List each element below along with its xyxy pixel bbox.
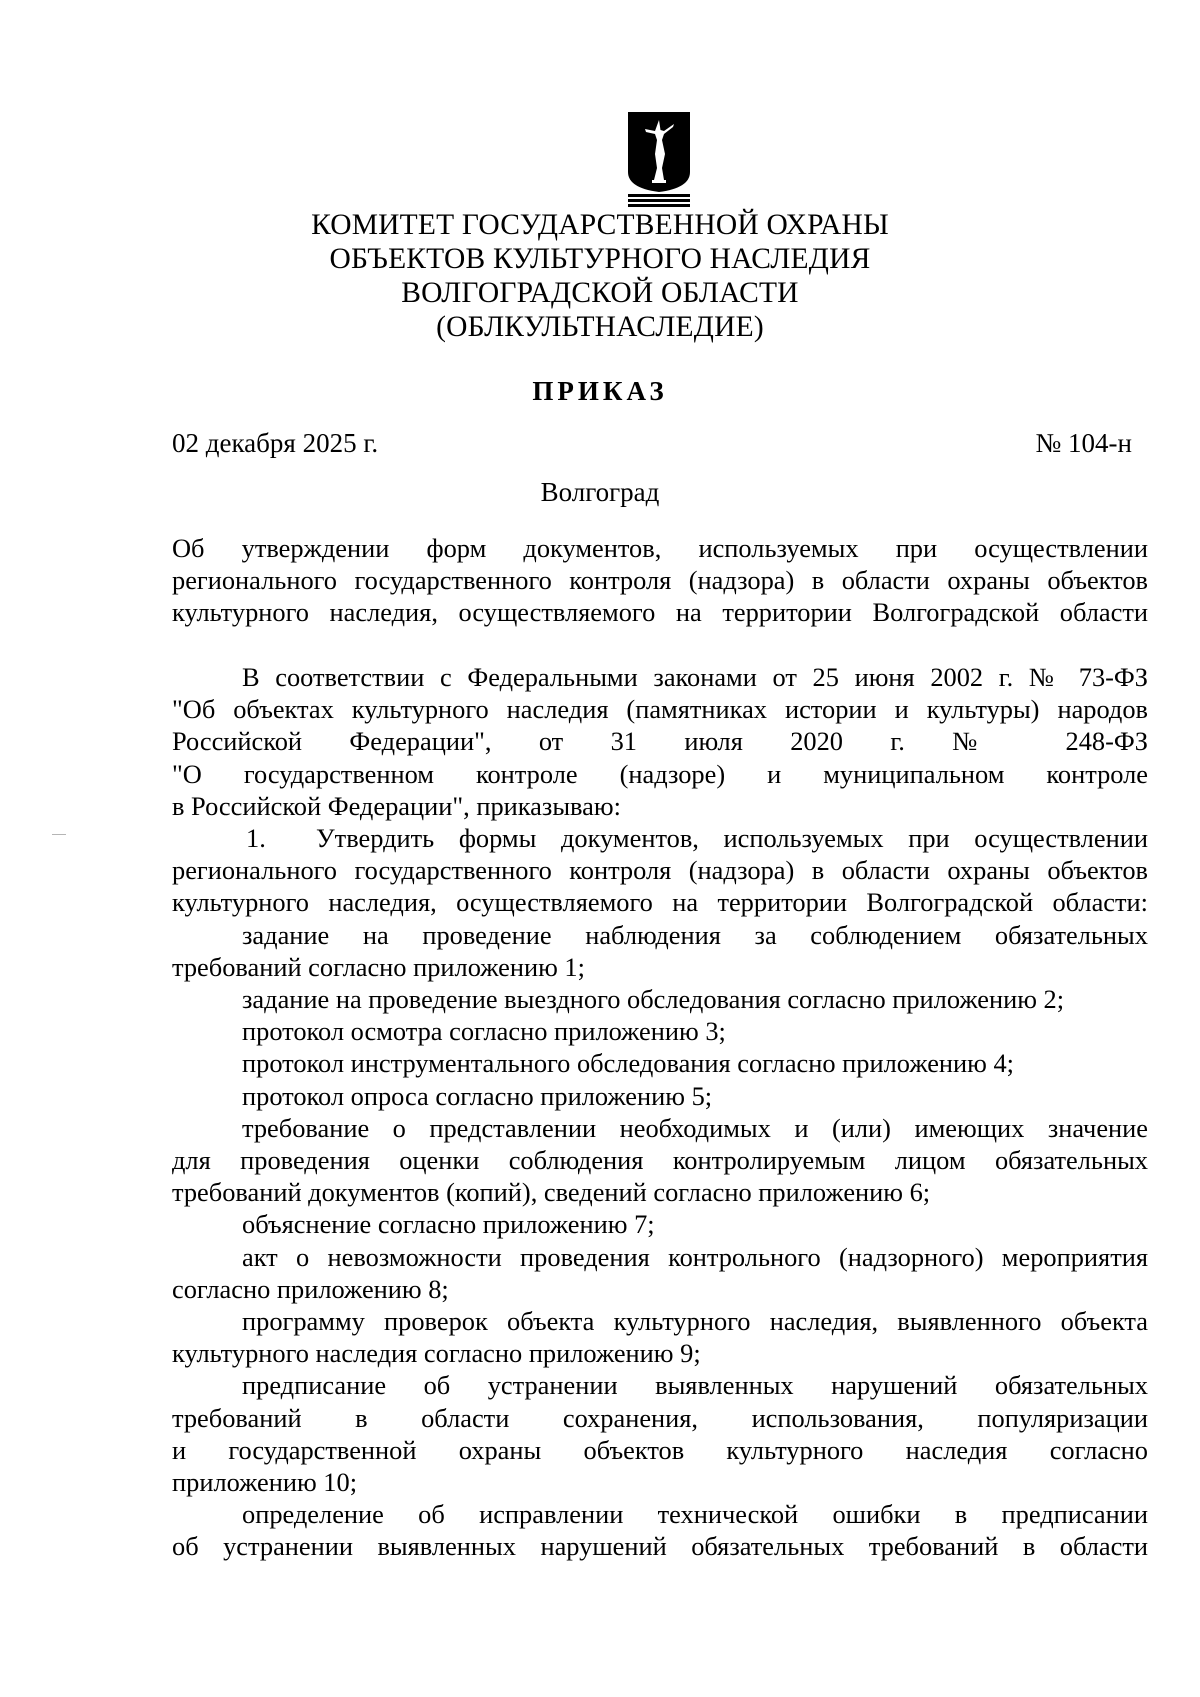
subject-line-2: регионального государственного контроля (надзора) в области охраны объектов	[172, 565, 1148, 596]
order-body	[172, 661, 1148, 1563]
preamble-line-4: "О государственном контроле (надзоре) и муниципальном контроле	[172, 758, 1148, 789]
item-1-number: 1.	[246, 823, 266, 854]
form-8-line-1: акт о невозможности проведения контрольного (надзорного) мероприятия	[242, 1241, 1148, 1272]
form-10-line-4: приложению 10;	[172, 1467, 358, 1498]
form-2: задание на проведение выездного обследования согласно приложению 2;	[242, 984, 1065, 1015]
form-3: протокол осмотра согласно приложению 3;	[242, 1016, 726, 1047]
volgograd-coat-of-arms-emblem	[626, 110, 692, 208]
subject-line-1: Об утверждении форм документов, используемых при осуществлении	[172, 533, 1148, 563]
form-6-line-2: для проведения оценки соблюдения контролируемым лицом обязательных	[172, 1145, 1148, 1176]
issuer-line-2: ОБЪЕКТОВ КУЛЬТУРНОГО НАСЛЕДИЯ	[329, 243, 871, 275]
preamble-line-2: "Об объектах культурного наследия (памятниках истории и культуры) народов	[172, 694, 1148, 725]
subject-line-3: культурного наследия, осуществляемого на территории Волгоградской области	[172, 597, 1148, 628]
date-number-row	[172, 428, 1132, 459]
item-1-line-1: Утвердить формы документов, используемых при осуществлении	[316, 823, 1148, 854]
form-6-line-1: требование о представлении необходимых и (или) имеющих значение	[242, 1112, 1148, 1143]
scan-margin-mark	[52, 834, 66, 835]
issuer-line-1: КОМИТЕТ ГОСУДАРСТВЕННОЙ ОХРАНЫ	[311, 209, 889, 241]
preamble-line-3: Российской Федерации", от 31 июля 2020 г. № 248-ФЗ	[172, 726, 1148, 757]
form-11-line-1: определение об исправлении технической ошибки в предписании	[242, 1499, 1148, 1530]
form-9-line-2: культурного наследия согласно приложению 9;	[172, 1338, 701, 1369]
form-7: объяснение согласно приложению 7;	[242, 1209, 655, 1240]
order-date: 02 декабря 2025 г.	[172, 428, 379, 458]
order-city: Волгоград	[540, 477, 660, 507]
form-8-line-2: согласно приложению 8;	[172, 1273, 449, 1304]
item-1-heading	[172, 822, 1148, 854]
item-1-line-2: регионального государственного контроля (надзора) в области охраны объектов	[172, 855, 1148, 886]
issuer-line-4: (ОБЛКУЛЬТНАСЛЕДИЕ)	[436, 311, 764, 343]
document-title: ПРИКАЗ	[532, 376, 668, 406]
form-5: протокол опроса согласно приложению 5;	[242, 1080, 713, 1111]
form-11-line-2: об устранении выявленных нарушений обязательных требований в области	[172, 1531, 1148, 1562]
order-number: № 104-н	[1035, 428, 1132, 458]
issuer-line-3: ВОЛГОГРАДСКОЙ ОБЛАСТИ	[401, 277, 799, 309]
issuer-header	[300, 208, 900, 344]
form-9-line-1: программу проверок объекта культурного наследия, выявленного объекта	[242, 1306, 1148, 1337]
form-10-line-2: требований в области сохранения, использования, популяризации	[172, 1402, 1148, 1433]
order-subject	[172, 532, 1148, 629]
form-4: протокол инструментального обследования согласно приложению 4;	[242, 1048, 1015, 1079]
form-10-line-3: и государственной охраны объектов культурного наследия согласно	[172, 1434, 1148, 1465]
form-1-line-1: задание на проведение наблюдения за соблюдением обязательных	[242, 919, 1148, 950]
form-6-line-3: требований документов (копий), сведений согласно приложению 6;	[172, 1177, 931, 1208]
form-1-line-2: требований согласно приложению 1;	[172, 951, 585, 982]
form-10-line-1: предписание об устранении выявленных нарушений обязательных	[242, 1370, 1148, 1401]
preamble-line-1: В соответствии с Федеральными законами от 25 июня 2002 г. № 73-ФЗ	[242, 662, 1148, 692]
preamble-line-5: в Российской Федерации", приказываю:	[172, 790, 621, 821]
item-1-line-3: культурного наследия, осуществляемого на территории Волгоградской области:	[172, 887, 1148, 918]
